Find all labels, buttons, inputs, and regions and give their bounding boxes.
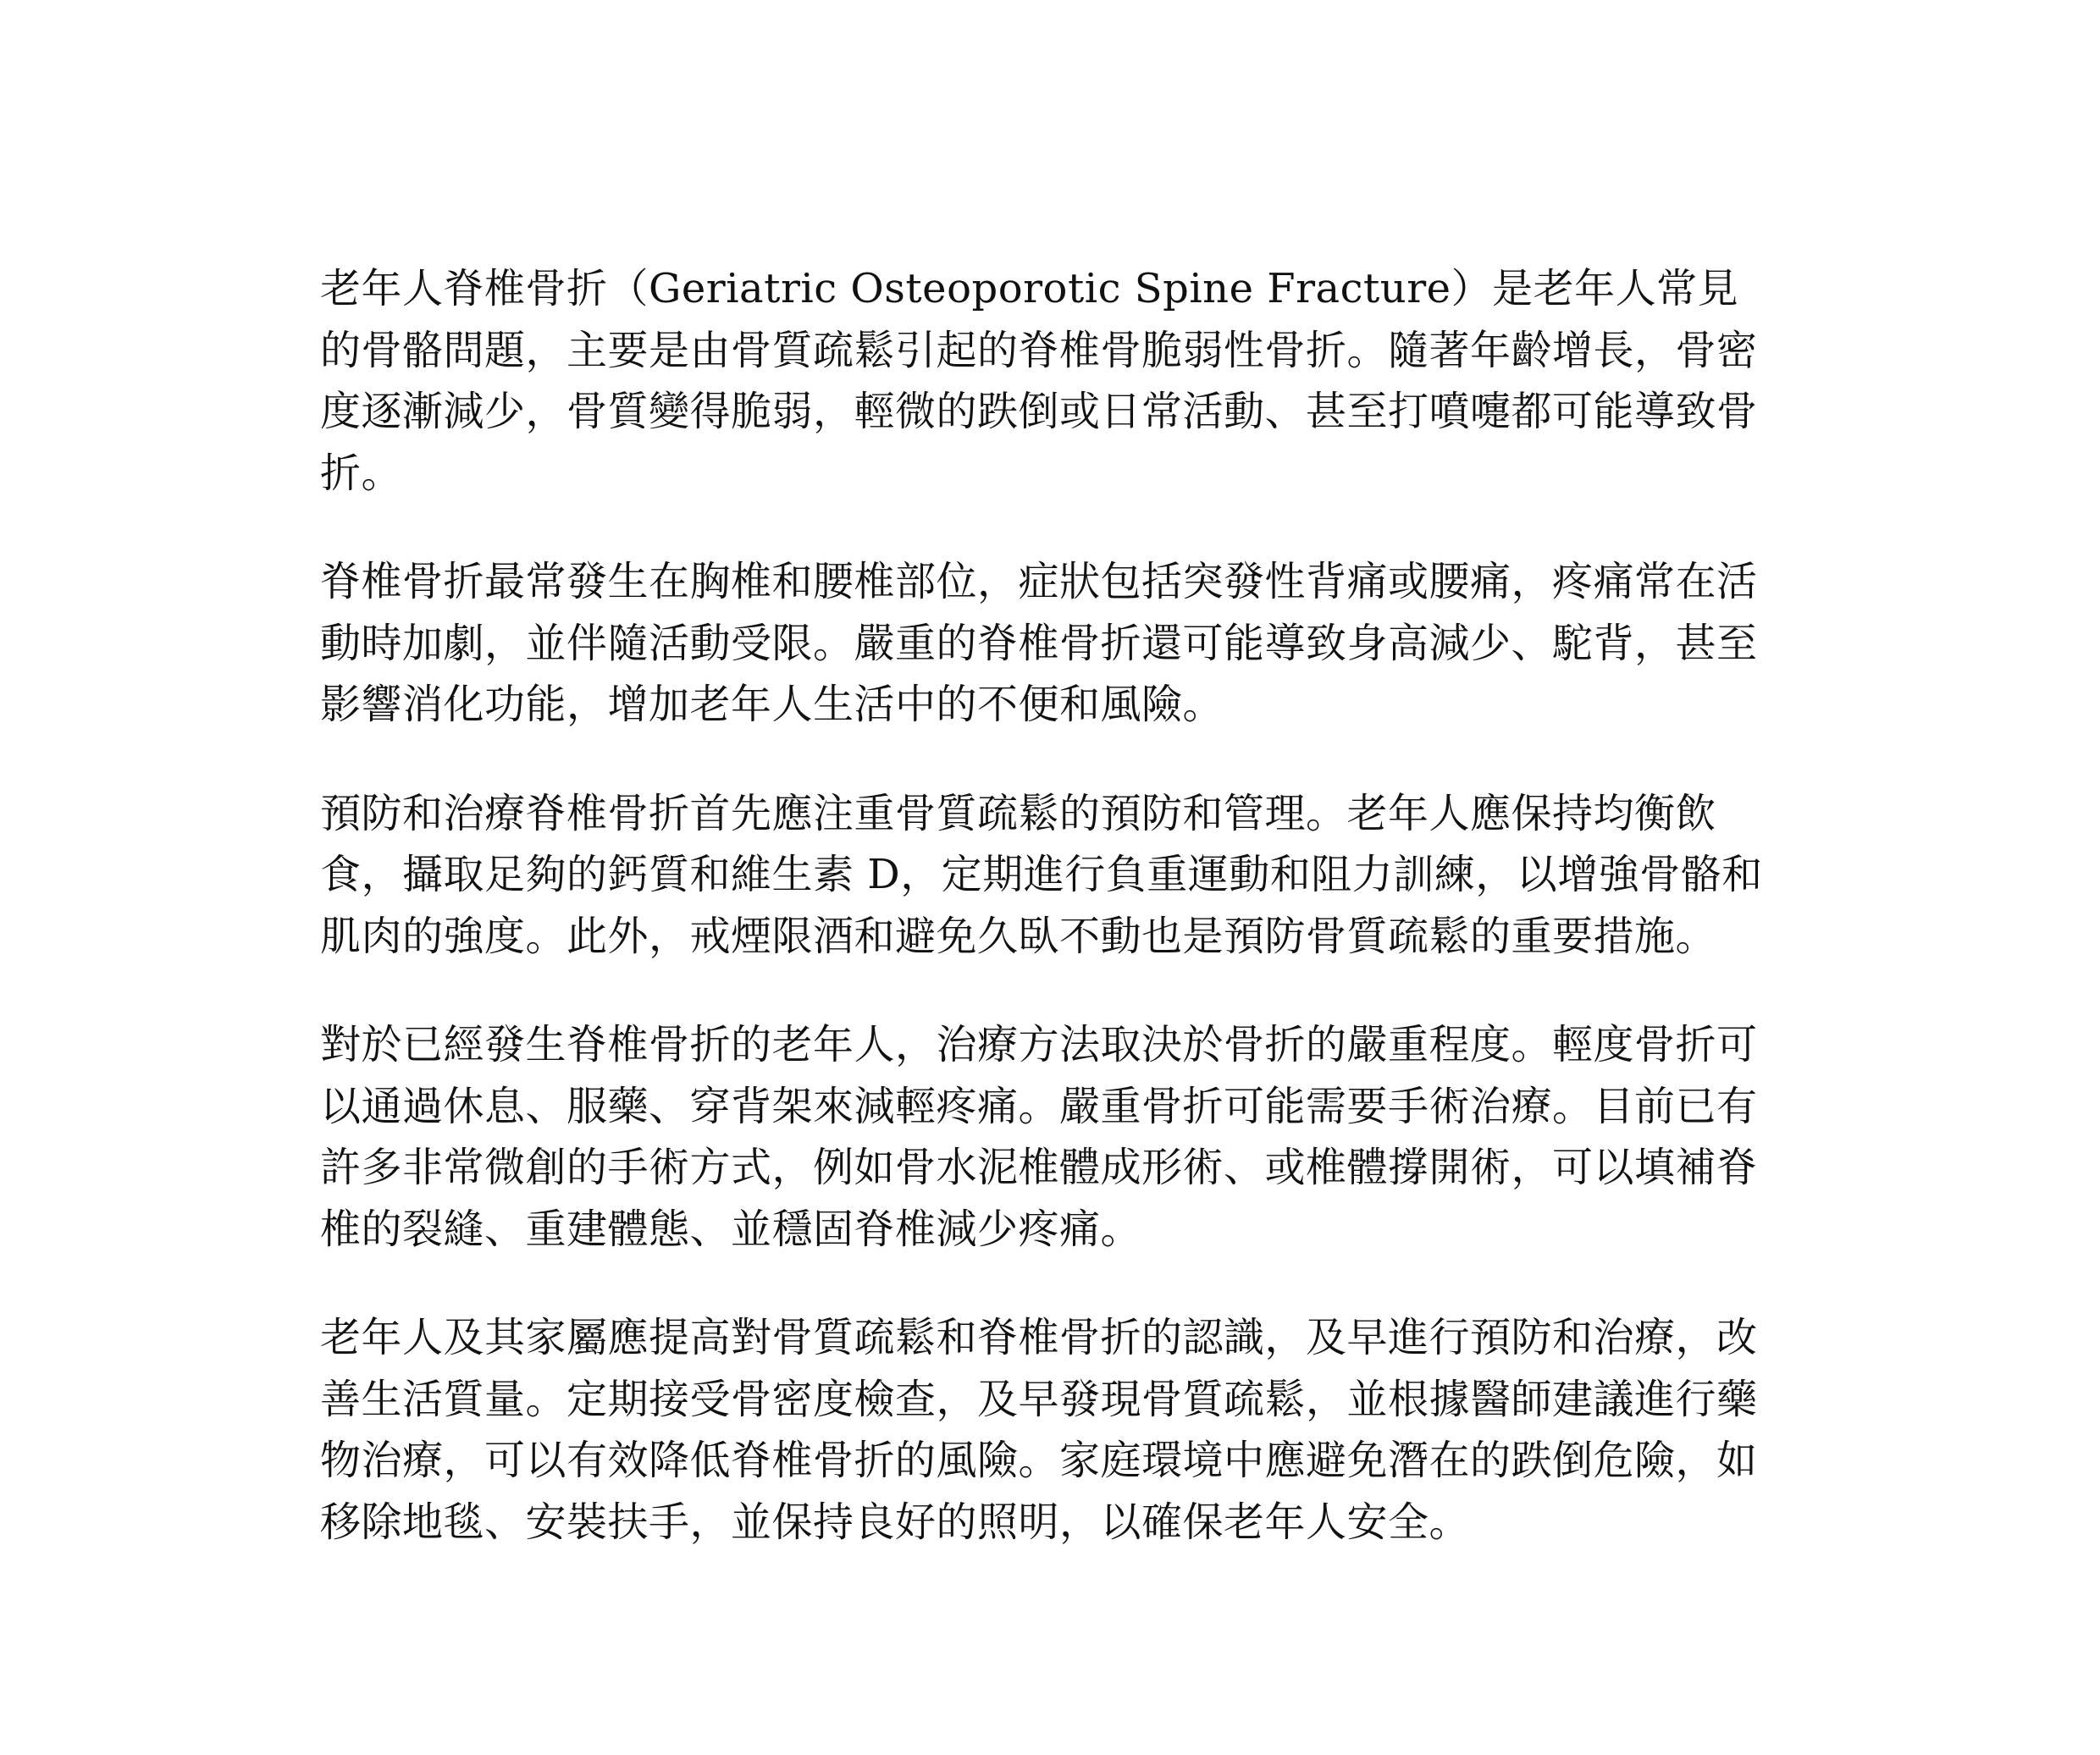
paragraph-symptoms: 脊椎骨折最常發生在胸椎和腰椎部位，症狀包括突發性背痛或腰痛，疼痛常在活動時加劇，並伴隨活動受限。嚴重的脊椎骨折還可能導致身高減少、駝背，甚至影響消化功能，增加老年人生活中的不便和風險。 [320,558,1758,728]
paragraph-intro: 老年人脊椎骨折（Geriatric Osteoporotic Spine Fracture）是老年人常見的骨骼問題，主要是由骨質疏鬆引起的脊椎骨脆弱性骨折。隨著年齡增長，骨密度逐漸減少，骨質變得脆弱，輕微的跌倒或日常活動、甚至打噴嚏都可能導致骨折。 [320,265,1758,497]
paragraph-awareness: 老年人及其家屬應提高對骨質疏鬆和脊椎骨折的認識，及早進行預防和治療，改善生活質量。定期接受骨密度檢查，及早發現骨質疏鬆，並根據醫師建議進行藥物治療，可以有效降低脊椎骨折的風險。家庭環境中應避免潛在的跌倒危險，如移除地毯、安裝扶手，並保持良好的照明，以確保老年人安全。 [320,1314,1758,1546]
paragraph-prevention: 預防和治療脊椎骨折首先應注重骨質疏鬆的預防和管理。老年人應保持均衡飲食，攝取足夠的鈣質和維生素 D，定期進行負重運動和阻力訓練，以增強骨骼和肌肉的強度。此外，戒煙限酒和避免久臥不動也是預防骨質疏鬆的重要措施。 [320,789,1763,960]
document-body [320,258,1777,1553]
paragraph-treatment: 對於已經發生脊椎骨折的老年人，治療方法取決於骨折的嚴重程度。輕度骨折可以通過休息、服藥、穿背架來減輕疼痛。嚴重骨折可能需要手術治療。目前已有許多非常微創的手術方式，例如骨水泥椎體成形術、或椎體撐開術，可以填補脊椎的裂縫、重建體態、並穩固脊椎減少疼痛。 [320,1021,1758,1253]
